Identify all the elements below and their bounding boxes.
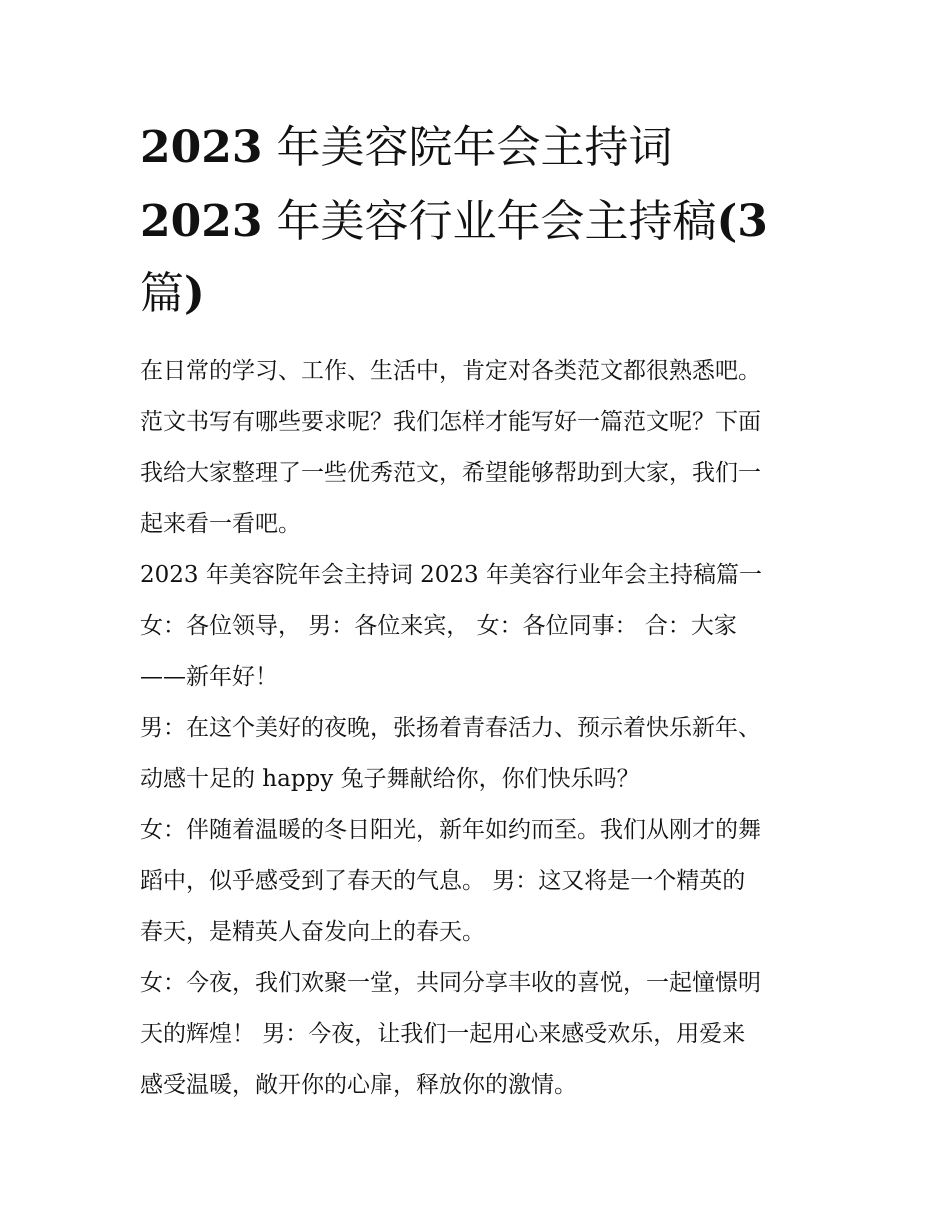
dialogue-3-line-3: 春天，是精英人奋发向上的春天。 bbox=[140, 919, 485, 945]
dialogue-2-line-1: 男：在这个美好的夜晚，张扬着青春活力、预示着快乐新年、 bbox=[140, 715, 761, 741]
section-heading-text: 2023 年美容院年会主持词 2023 年美容行业年会主持稿篇一 bbox=[140, 562, 762, 588]
dialogue-4-line-2: 天的辉煌！ 男：今夜，让我们一起用心来感受欢乐，用爱来 bbox=[140, 1021, 746, 1047]
dialogue-1-line-1: 女：各位领导， 男：各位来宾， 女：各位同事： 合：大家 bbox=[140, 613, 737, 639]
intro-line-1: 在日常的学习、工作、生活中，肯定对各类范文都很熟悉吧。 bbox=[140, 358, 761, 384]
dialogue-3-line-1: 女：伴随着温暖的冬日阳光，新年如约而至。我们从刚才的舞 bbox=[140, 817, 761, 843]
title-line-2: 2023 年美容行业年会主持稿(3 bbox=[140, 196, 768, 247]
intro-line-4: 起来看一看吧。 bbox=[140, 511, 301, 537]
intro-line-2: 范文书写有哪些要求呢？我们怎样才能写好一篇范文呢？下面 bbox=[140, 409, 761, 435]
dialogue-4-line-1: 女：今夜，我们欢聚一堂，共同分享丰收的喜悦，一起憧憬明 bbox=[140, 970, 761, 996]
dialogue-2-line-2: 动感十足的 happy 兔子舞献给你，你们快乐吗？ bbox=[140, 766, 640, 792]
dialogue-4-line-3: 感受温暖，敞开你的心扉，释放你的激情。 bbox=[140, 1072, 577, 1098]
title-line-3: 篇) bbox=[140, 268, 205, 319]
dialogue-paragraph-3 bbox=[140, 805, 820, 958]
dialogue-paragraph-4 bbox=[140, 958, 820, 1111]
document-title bbox=[140, 112, 820, 330]
dialogue-paragraph-1 bbox=[140, 601, 820, 703]
document-body bbox=[140, 346, 820, 1111]
intro-line-3: 我给大家整理了一些优秀范文，希望能够帮助到大家，我们一 bbox=[140, 460, 761, 486]
dialogue-3-line-2: 蹈中，似乎感受到了春天的气息。 男：这又将是一个精英的 bbox=[140, 868, 746, 894]
document-page bbox=[140, 112, 820, 1111]
title-line-1: 2023 年美容院年会主持词 bbox=[140, 122, 673, 173]
dialogue-1-line-2: ——新年好！ bbox=[140, 664, 278, 690]
dialogue-paragraph-2 bbox=[140, 703, 820, 805]
section-heading bbox=[140, 550, 820, 601]
intro-paragraph bbox=[140, 346, 820, 550]
